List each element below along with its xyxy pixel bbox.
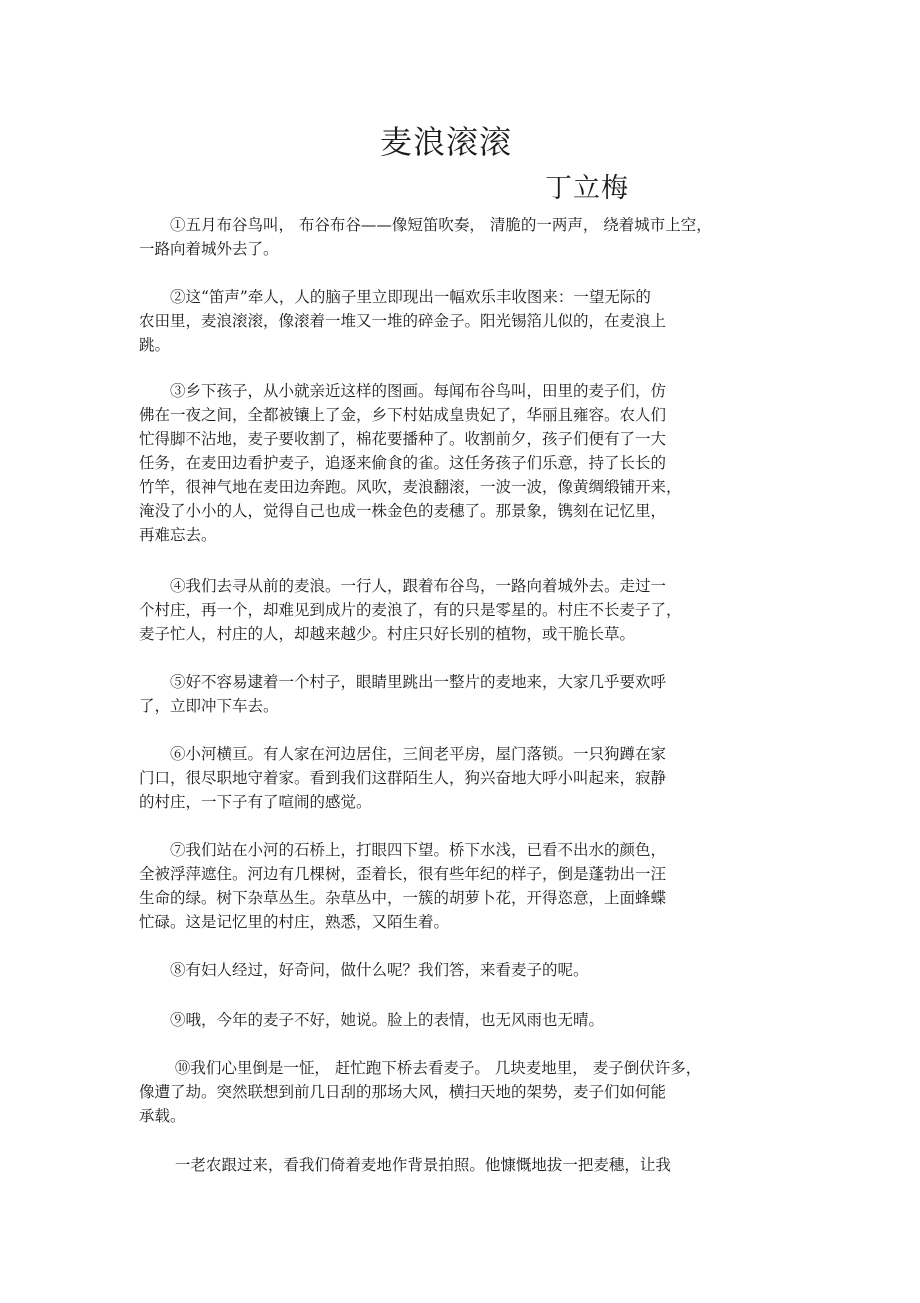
paragraph-9 — [139, 1008, 779, 1032]
article-title: 麦浪滚滚 — [380, 123, 513, 161]
paragraph-line: ⑧有妇人经过，好奇问，做什么呢？我们答，来看麦子的呢。 — [139, 961, 589, 979]
paragraph-3 — [139, 379, 779, 547]
paragraph-10 — [139, 1056, 779, 1128]
paragraph-6 — [139, 742, 779, 814]
paragraph-5 — [139, 670, 779, 718]
paragraph-11 — [139, 1153, 779, 1177]
article-author: 丁立梅 — [545, 173, 629, 204]
paragraph-line: 生命的绿。树下杂草丛生。杂草丛中，一簇的胡萝卜花，开得恣意，上面蜂蝶 — [139, 889, 667, 907]
paragraph-line: 淹没了小小的人，觉得自己也成一株金色的麦穗了。那景象，镌刻在记忆里， — [139, 502, 667, 520]
paragraph-line: 农田里，麦浪滚滚，像滚着一堆又一堆的碎金子。阳光锡箔儿似的，在麦浪上 — [139, 312, 667, 330]
paragraph-line: ⑩我们心里倒是一怔， 赶忙跑下桥去看麦子。 几块麦地里， 麦子倒伏许多， — [139, 1059, 702, 1077]
paragraph-line: 个村庄，再一个，却难见到成片的麦浪了，有的只是零星的。村庄不长麦子了， — [139, 601, 682, 619]
paragraph-2 — [139, 285, 779, 357]
paragraph-line: ③乡下孩子，从小就亲近这样的图画。每闻布谷鸟叫，田里的麦子们，仿 — [139, 382, 667, 400]
paragraph-8 — [139, 958, 779, 982]
paragraph-line: 跳。 — [139, 336, 171, 354]
paragraph-line: 麦子忙人，村庄的人，却越来越少。村庄只好长别的植物，或干脆长草。 — [139, 625, 636, 643]
paragraph-line: 佛在一夜之间，全都被镶上了金，乡下村姑成皇贵妃了，华丽且雍容。农人们 — [139, 406, 667, 424]
paragraph-4 — [139, 574, 779, 646]
paragraph-line: 了，立即冲下车去。 — [139, 697, 279, 715]
paragraph-line: ⑨哦，今年的麦子不好，她说。脸上的表情，也无风雨也无晴。 — [139, 1011, 605, 1029]
paragraph-line: 忙碌。这是记忆里的村庄，熟悉，又陌生着。 — [139, 913, 450, 931]
paragraph-line: 忙得脚不沾地，麦子要收割了，棉花要播种了。收割前夕，孩子们便有了一大 — [139, 430, 667, 448]
paragraph-line: ⑤好不容易逮着一个村子，眼睛里跳出一整片的麦地来，大家几乎要欢呼 — [139, 673, 667, 691]
paragraph-line: 门口，很尽职地守着家。看到我们这群陌生人，狗兴奋地大呼小叫起来，寂静 — [139, 769, 667, 787]
paragraph-1 — [139, 213, 779, 261]
paragraph-line: 全被浮萍遮住。河边有几棵树，歪着长，很有些年纪的样子，倒是蓬勃出一汪 — [139, 865, 667, 883]
paragraph-line: ⑥小河横亘。有人家在河边居住，三间老平房，屋门落锁。一只狗蹲在家 — [139, 745, 667, 763]
paragraph-line: ②这“笛声”牵人，人的脑子里立即现出一幅欢乐丰收图来：一望无际的 — [139, 288, 651, 306]
paragraph-7 — [139, 838, 779, 934]
paragraph-line: ④我们去寻从前的麦浪。一行人，跟着布谷鸟，一路向着城外去。走过一 — [139, 577, 667, 595]
paragraph-line: 的村庄，一下子有了喧闹的感觉。 — [139, 793, 372, 811]
paragraph-line: 承载。 — [139, 1107, 186, 1125]
paragraph-line: ⑦我们站在小河的石桥上，打眼四下望。桥下水浅，已看不出水的颜色， — [139, 841, 667, 859]
paragraph-line: 一路向着城外去了。 — [139, 240, 279, 258]
paragraph-line: 一老农跟过来，看我们倚着麦地作背景拍照。他慷慨地拔一把麦穗，让我 — [139, 1156, 671, 1174]
paragraph-line: 任务，在麦田边看护麦子，追逐来偷食的雀。这任务孩子们乐意，持了长长的 — [139, 454, 667, 472]
paragraph-line: ①五月布谷鸟叫， 布谷布谷——像短笛吹奏， 清脆的一两声， 绕着城市上空， — [139, 216, 712, 234]
paragraph-line: 竹竿，很神气地在麦田边奔跑。风吹，麦浪翻滚，一波一波，像黄绸缎铺开来， — [139, 478, 682, 496]
paragraph-line: 再难忘去。 — [139, 526, 217, 544]
paragraph-line: 像遭了劫。突然联想到前几日刮的那场大风，横扫天地的架势，麦子们如何能 — [139, 1083, 667, 1101]
